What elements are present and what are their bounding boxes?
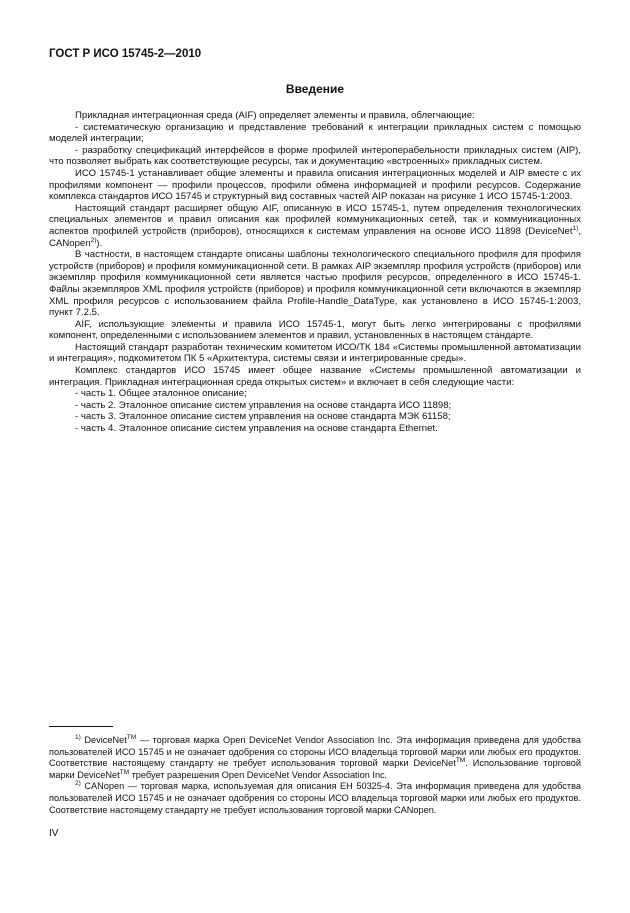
trademark-mark: TM: [126, 734, 137, 741]
list-item: - часть 3. Эталонное описание систем управления на основе стандарта МЭК 61158;: [75, 411, 451, 423]
footnote-text: DeviceNet: [84, 735, 127, 745]
list-item: - часть 1. Общее эталонное описание;: [75, 388, 247, 400]
body-text: [49, 110, 581, 435]
document-header: ГОСТ Р ИСО 15745-2—2010: [49, 48, 202, 60]
paragraph: Прикладная интеграционная среда (AIF) определяет элементы и правила, облегчающие:: [75, 110, 475, 121]
section-title: Введение: [285, 82, 345, 96]
list-item: - часть 4. Эталонное описание систем управления на основе стандарта Ethernet.: [75, 423, 438, 435]
footnote: [49, 735, 581, 781]
footnote-text: CANopen — торговая марка, используемая для описания ЕН 50325-4. Эта информация приведена для удобства пользователей ИСО 15745 и не означает одобрения со стороны ИСО владельца торговой марки или любых его продуктов. Соответствие настоящему стандарту не требует использования торговой марки CANopen.: [49, 781, 581, 815]
paragraph: - разработку спецификаций интерфейсов в форме профилей интероперабельности прикладных систем (AIP), что позволяет выбрать как соответствующие ресурсы, так и документацию «встроенных» прикладных систем.: [49, 144, 581, 168]
trademark-mark: TM: [455, 757, 466, 765]
footnote-text: — торговая марка Open DeviceNet Vendor Association Inc. Эта информация приведена для удобства пользователей ИСО 15745 и не означает одобрения со стороны ИСО владельца торговой марки или любых его продуктов. Соответствие настоящему стандарту не требует использования торговой марки DeviceNet: [49, 735, 581, 769]
footnote-ref: 1): [572, 224, 579, 232]
paragraph: В частности, в настоящем стандарте описаны шаблоны технологического специального профиля для профиля устройств (приборов) и профиля коммуникационной сети. В рамках AIP экземпляр профиля устройств (приборов) или экземпляр профиля коммуникационной сети является частью профиля ресурсов, определенного в ИСО 15745-1. Файлы экземпляров XML профиля устройств (приборов) и профиля коммуникационной сети включаются в экземпляр XML профиля ресурсов с использованием файла Profile-Handle_DataType, как установлено в ИСО 15745-1:2003, пункт 7.2.5.: [49, 249, 581, 319]
paragraph: Настоящий стандарт разработан техническим комитетом ИСО/ТК 184 «Системы промышленной автоматизации и интеграция», подкомитетом ПК 5 «Архитектура, системы связи и интегрированные среды».: [49, 341, 581, 365]
footnote-marker: 1): [75, 734, 81, 741]
paragraph: ИСО 15745-1 устанавливает общие элементы и правила описания интеграционных моделей и AIP вместе с их профилями компонент — профили процессов, профили обмена информацией и профили ресурсов. Содержание комплекса стандартов ИСО 15745 и структурный вид составных частей AIP показан на рисунке 1 ИСО 15745-1:2003.: [49, 167, 581, 203]
trademark-mark: TM: [119, 768, 130, 776]
footnote-marker: 2): [75, 780, 81, 788]
footnote-text: . Использование торговой марки DeviceNet: [49, 758, 581, 780]
footnote: [49, 781, 581, 816]
paragraph: Комплекс стандартов ИСО 15745 имеет общее название «Системы промышленной автоматизации и интеграция. Прикладная интеграционная среда открытых систем» и включает в себя следующие части:: [49, 365, 581, 388]
footnote-ref: 2): [90, 236, 97, 244]
paragraph-text: ).: [96, 237, 103, 249]
paragraph-text: Настоящий стандарт расширяет общую AIF, описанную в ИСО 15745-1, путем определения технологических специальных элементов и правил описания как профилей коммуникационных сетей, так и коммуникационных аспектов профилей устройств (приборов), относящихся к системам управления на основе ИСО 11898 (DeviceNet: [49, 202, 581, 237]
paragraph-text: , CANopen: [49, 225, 581, 249]
footnotes: [49, 735, 581, 816]
paragraph: - систематическую организацию и представление требований к интеграции прикладных систем с помощью моделей интеграции;: [49, 121, 581, 145]
page-number: IV: [49, 828, 59, 839]
paragraph: [49, 203, 581, 249]
list-item: - часть 2. Эталонное описание систем управления на основе стандарта ИСО 11898;: [75, 399, 452, 411]
footnote-text: требует разрешения Open DeviceNet Vendor Association Inc.: [129, 769, 388, 780]
footnote-divider: [49, 726, 113, 727]
paragraph: AIF, использующие элементы и правила ИСО 15745-1, могут быть легко интегрированы с профилями компонент, определенными с использованием элементов и правил, установленных в настоящем стандарте.: [49, 318, 581, 342]
